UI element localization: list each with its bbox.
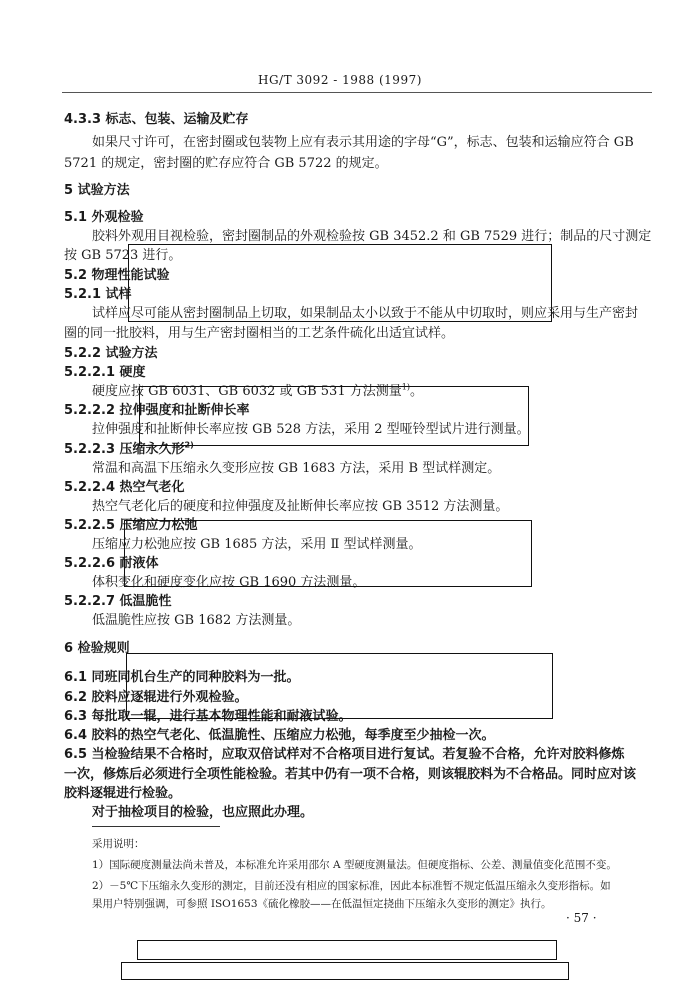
section-5-2-2-6-title: 5.2.2.6 耐液体 bbox=[64, 556, 159, 571]
section-5-2-2-7-title: 5.2.2.7 低温脆性 bbox=[64, 594, 172, 609]
section-5-2-2-title: 5.2.2 试验方法 bbox=[64, 346, 158, 361]
section-5-2-1-title: 5.2.1 试样 bbox=[64, 287, 132, 302]
footnote-rule bbox=[92, 826, 220, 827]
section-4-3-3-text-2: 5721 的规定，密封圈的贮存应符合 GB 5722 的规定。 bbox=[64, 156, 388, 171]
section-6-5-text-1: 6.5 当检验结果不合格时，应取双倍试样对不合格项目进行复试。若复验不合格，允许对胶料修炼 bbox=[64, 747, 625, 762]
annotation-box bbox=[137, 940, 557, 960]
adoption-note-1: 1）国际硬度测量法尚未普及，本标准允许采用邵尔 A 型硬度测量法。但硬度指标、公差、测量值变化范围不变。 bbox=[92, 859, 617, 871]
header-rule bbox=[62, 92, 652, 93]
compression-set-heading: 5.2.2.3 压缩永久形 bbox=[64, 442, 185, 457]
annotation-box bbox=[128, 244, 552, 322]
section-5-1-text-2: 按 GB 5723 进行。 bbox=[64, 248, 182, 263]
section-5-2-2-7-text: 低温脆性应按 GB 1682 方法测量。 bbox=[92, 613, 301, 628]
footnote-ref-1: 1) bbox=[401, 382, 410, 392]
annotation-box bbox=[139, 386, 529, 446]
section-6-3-text: 6.3 每批取一辊，进行基本物理性能和耐液试验。 bbox=[64, 709, 352, 724]
section-5-2-2-3-text: 常温和高温下压缩永久变形应按 GB 1683 方法，采用 B 型试样测定。 bbox=[92, 461, 501, 476]
section-5-2-2-4-text: 热空气老化后的硬度和拉伸强度及扯断伸长率应按 GB 3512 方法测量。 bbox=[92, 499, 509, 514]
annotation-box bbox=[126, 653, 553, 719]
adoption-note-2b: 果用户特别强调，可参照 ISO1653《硫化橡胶——在低温恒定挠曲下压缩永久变形的测定》执行。 bbox=[92, 898, 552, 910]
footnote-ref-2: 2) bbox=[184, 440, 194, 450]
hardness-method-end: 。 bbox=[409, 384, 423, 399]
section-5-2-title: 5.2 物理性能试验 bbox=[64, 268, 170, 283]
section-6-5-text-3: 胶料逐辊进行检验。 bbox=[64, 786, 182, 801]
adoption-note-2a: 2）－5℃下压缩永久变形的测定，目前还没有相应的国家标准，因此本标准暂不规定低温压缩永久变形指标。如 bbox=[92, 880, 611, 892]
section-5-2-2-6-text: 体积变化和硬度变化应按 GB 1690 方法测量。 bbox=[92, 575, 366, 590]
section-5-1-text-1: 胶料外观用目视检验，密封圈制品的外观检验按 GB 3452.2 和 GB 7529 进行；制品的尺寸测定 bbox=[92, 229, 652, 244]
annotation-box bbox=[124, 520, 532, 587]
section-5-title: 5 试验方法 bbox=[64, 183, 130, 198]
section-4-3-3-title: 4.3.3 标志、包装、运输及贮存 bbox=[64, 112, 249, 127]
annotation-box bbox=[121, 962, 569, 980]
section-5-2-1-text-2: 圈的同一批胶料，用与生产密封圈相当的工艺条件硫化出适宜试样。 bbox=[64, 326, 455, 341]
section-5-2-2-2-title: 5.2.2.2 拉伸强度和扯断伸长率 bbox=[64, 403, 250, 418]
section-5-2-2-5-title: 5.2.2.5 压缩应力松弛 bbox=[64, 518, 198, 533]
section-5-2-1-text-1: 试样应尽可能从密封圈制品上切取，如果制品太小以致于不能从中切取时，则应采用与生产密封 bbox=[92, 306, 639, 321]
adoption-notes-label: 采用说明： bbox=[92, 838, 145, 850]
standard-code-header: HG/T 3092 - 1988 (1997) bbox=[258, 73, 422, 87]
page-number: · 57 · bbox=[566, 911, 597, 925]
section-6-5-text-4: 对于抽检项目的检验，也应照此办理。 bbox=[92, 805, 314, 820]
section-6-5-text-2: 一次，修炼后必须进行全项性能检验。若其中仍有一项不合格，则该辊胶料为不合格品。同时应对该 bbox=[64, 767, 637, 782]
section-6-4-text: 6.4 胶料的热空气老化、低温脆性、压缩应力松弛，每季度至少抽检一次。 bbox=[64, 728, 495, 743]
section-5-2-2-1-title: 5.2.2.1 硬度 bbox=[64, 365, 146, 380]
hardness-method-text: 硬度应按 GB 6031、GB 6032 或 GB 531 方法测量 bbox=[92, 384, 402, 399]
section-6-title: 6 检验规则 bbox=[64, 641, 130, 656]
section-5-2-2-4-title: 5.2.2.4 热空气老化 bbox=[64, 480, 185, 495]
section-4-3-3-text-1: 如果尺寸许可，在密封圈或包装物上应有表示其用途的字母“G”，标志、包装和运输应符合 GB bbox=[92, 135, 634, 150]
section-6-1-text: 6.1 同班同机台生产的同种胶料为一批。 bbox=[64, 670, 300, 685]
section-6-2-text: 6.2 胶料应逐辊进行外观检验。 bbox=[64, 690, 248, 705]
section-5-1-title: 5.1 外观检验 bbox=[64, 210, 144, 225]
section-5-2-2-2-text: 拉伸强度和扯断伸长率应按 GB 528 方法，采用 2 型哑铃型试片进行测量。 bbox=[92, 422, 530, 437]
section-5-2-2-5-text: 压缩应力松弛应按 GB 1685 方法，采用 Ⅱ 型试样测量。 bbox=[92, 537, 422, 552]
